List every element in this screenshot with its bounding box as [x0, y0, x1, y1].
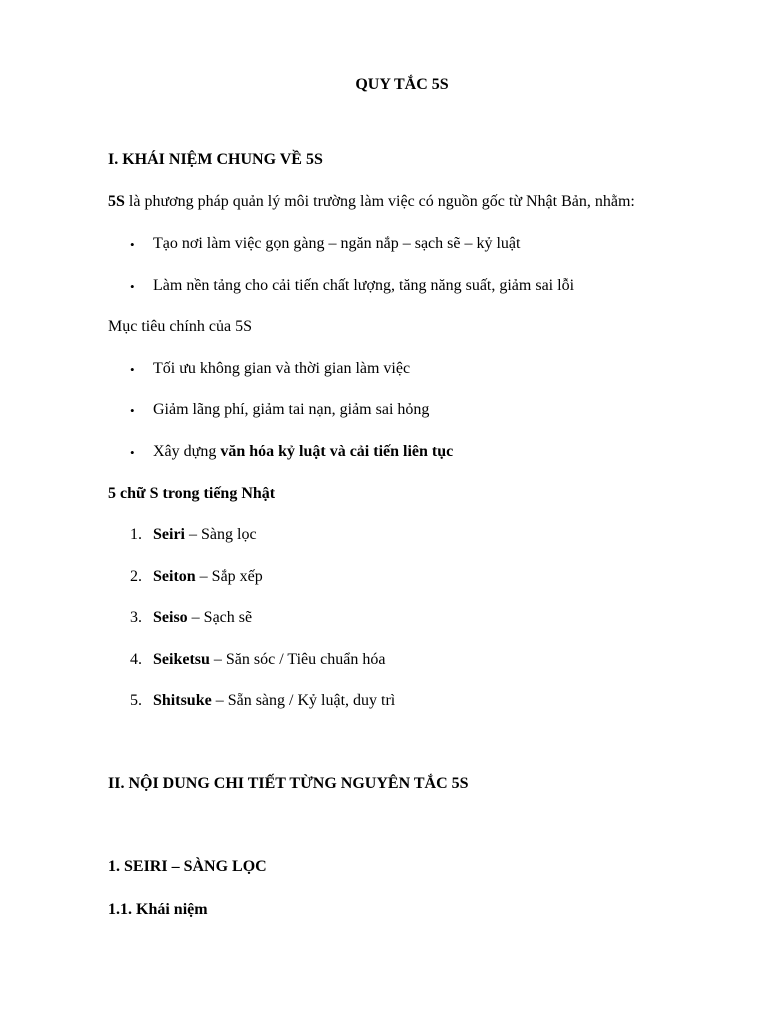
list-item: Tạo nơi làm việc gọn gàng – ngăn nắp – sạch sẽ – kỷ luật — [153, 235, 521, 252]
subsection-1-heading: 1. SEIRI – SÀNG LỌC — [108, 858, 267, 875]
list-item-desc: – Săn sóc / Tiêu chuẩn hóa — [209, 651, 386, 668]
five-s-heading: 5 chữ S trong tiếng Nhật — [108, 485, 276, 502]
list-item: Tối ưu không gian và thời gian làm việc — [153, 360, 411, 377]
list-number: 5. — [130, 692, 142, 709]
bullet-icon: • — [130, 237, 135, 252]
section-1-heading: I. KHÁI NIỆM CHUNG VỀ 5S — [108, 151, 323, 168]
list-item — [153, 525, 257, 545]
bullet-icon: • — [130, 362, 135, 377]
list-item-desc: – Sẵn sàng / Kỷ luật, duy trì — [211, 692, 396, 709]
list-item — [153, 691, 395, 711]
list-item: Giảm lãng phí, giảm tai nạn, giảm sai hỏng — [153, 401, 430, 418]
list-item — [153, 442, 453, 462]
list-item-term: Shitsuke — [153, 692, 212, 709]
list-item — [153, 650, 385, 670]
bullet-icon: • — [130, 445, 135, 460]
document-title: QUY TẮC 5S — [355, 76, 449, 93]
list-item-desc: – Sàng lọc — [185, 526, 257, 543]
section-2-heading: II. NỘI DUNG CHI TIẾT TỪNG NGUYÊN TẮC 5S — [108, 775, 469, 792]
list-item-desc: – Sắp xếp — [195, 568, 263, 585]
goals-label: Mục tiêu chính của 5S — [108, 318, 252, 335]
intro-term: 5S — [108, 193, 125, 210]
list-number: 2. — [130, 568, 142, 585]
list-item-term: Seiketsu — [153, 651, 210, 668]
list-item: Làm nền tảng cho cải tiến chất lượng, tăng năng suất, giảm sai lỗi — [153, 277, 575, 294]
bullet-icon: • — [130, 279, 135, 294]
list-item-emphasis: văn hóa kỷ luật và cải tiến liên tục — [220, 443, 454, 460]
list-item — [153, 608, 252, 628]
list-number: 3. — [130, 609, 142, 626]
list-item-term: Seiton — [153, 568, 196, 585]
intro-paragraph — [108, 192, 635, 212]
list-item-term: Seiri — [153, 526, 185, 543]
intro-text: là phương pháp quản lý môi trường làm việc có nguồn gốc từ Nhật Bản, nhằm: — [124, 193, 635, 210]
bullet-icon: • — [130, 403, 135, 418]
list-item — [153, 567, 263, 587]
list-item-desc: – Sạch sẽ — [187, 609, 253, 626]
list-number: 1. — [130, 526, 142, 543]
list-number: 4. — [130, 651, 142, 668]
list-item-term: Seiso — [153, 609, 188, 626]
subsection-1-1-heading: 1.1. Khái niệm — [108, 901, 208, 918]
list-item-prefix: Xây dựng — [153, 443, 221, 460]
